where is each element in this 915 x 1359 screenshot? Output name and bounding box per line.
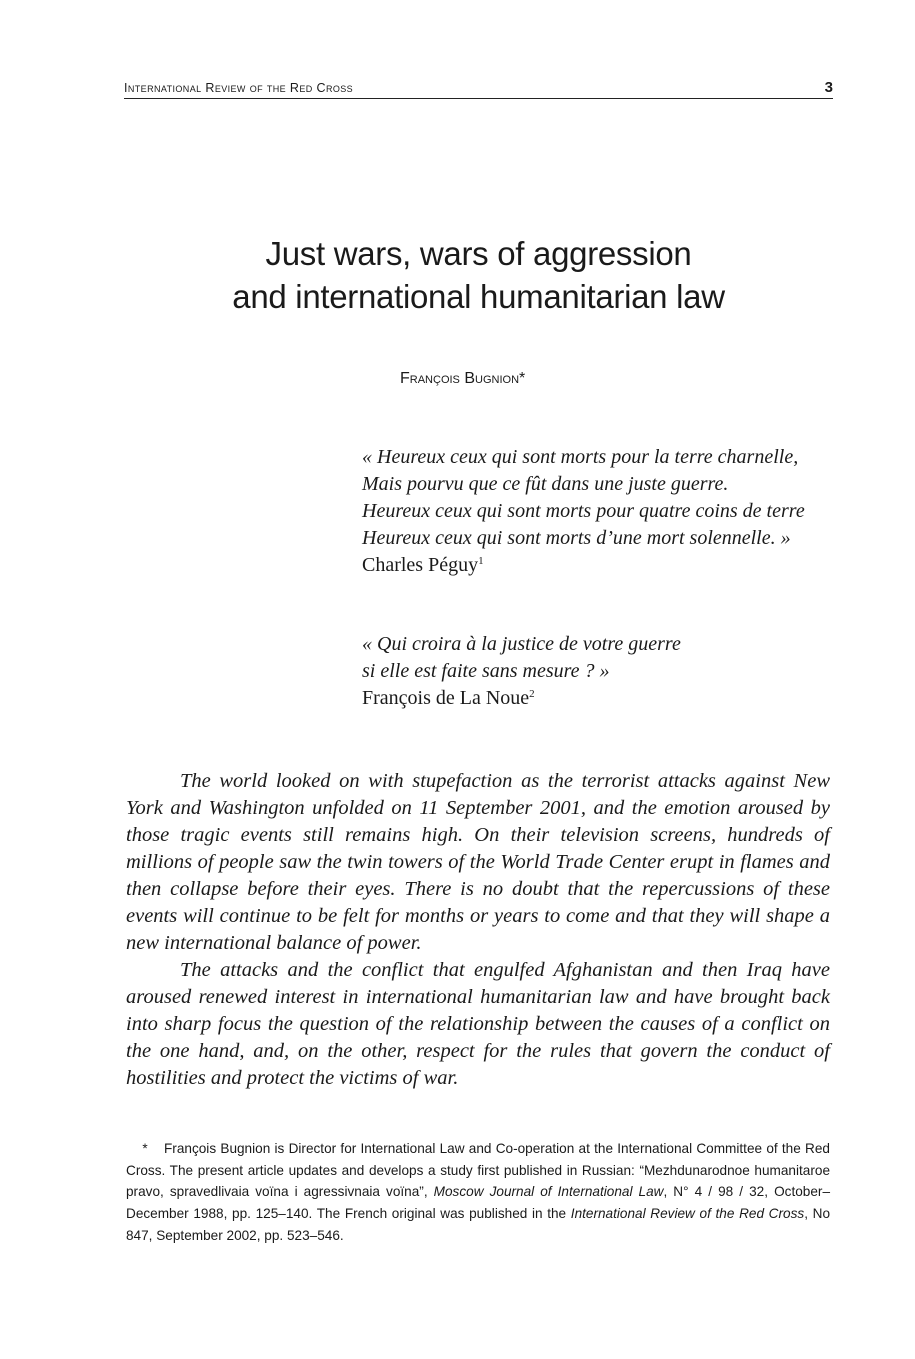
running-head	[124, 80, 833, 99]
page-number: 3	[824, 79, 833, 96]
note-ref-2[interactable]: 2	[529, 688, 535, 700]
author-footnote-mark: *	[519, 370, 526, 387]
footnote-mark: *	[142, 1141, 148, 1156]
journal-name: International Review of the Red Cross	[124, 81, 354, 95]
note-ref-1[interactable]: 1	[478, 555, 484, 567]
epigraph-line: si elle est faite sans mesure ? »	[362, 660, 610, 682]
body-paragraph-1: The world looked on with stupefaction as the terrorist attacks against New York and Washington unfolded on 11 September 2001, and the emotion aroused by those tragic events still remains high. On their television screens, hundreds of millions of people saw the twin towers of the World Trade Center erupt in flames and then collapse before their eyes. There is no doubt that the repercussions of these events will continue to be felt for months or years to come and that they will shape a new international balance of power.	[126, 770, 830, 954]
article-title	[124, 232, 833, 318]
epigraph-la-noue	[362, 631, 842, 712]
footnote-text-part-2: , N° 4 / 98 / 32, October–December 1988, pp. 125–140. The French original was published in the	[126, 1184, 831, 1222]
epigraph-attribution	[362, 552, 842, 579]
article-title-line-1: Just wars, wars of aggression	[265, 235, 692, 272]
epigraph-line: Heureux ceux qui sont morts d’une mort solennelle. »	[362, 527, 791, 549]
body-paragraph-2: The attacks and the conflict that engulfed Afghanistan and then Iraq have aroused renewed interest in international humanitarian law and have brought back into sharp focus the question of the relationship between the causes of a conflict on the one hand, and, on the other, respect for the rules that govern the conduct of hostilities and protect the victims of war.	[126, 959, 830, 1089]
epigraph-peguy	[362, 444, 842, 579]
attribution-name: François de La Noue	[362, 687, 530, 709]
article-title-line-2: and international humanitarian law	[232, 278, 725, 315]
footnote-text-part-3: , No 847, September 2002, pp. 523–546.	[126, 1206, 831, 1243]
epigraph-line: « Heureux ceux qui sont morts pour la terre charnelle,	[362, 446, 799, 468]
epigraph-line: Heureux ceux qui sont morts pour quatre coins de terre	[362, 500, 805, 522]
footnote-author	[126, 1138, 830, 1247]
footnote-review-ref: International Review of the Red Cross	[570, 1206, 805, 1222]
footnote-journal-ref: Moscow Journal of International Law	[433, 1184, 664, 1200]
footnote-text-part-1: François Bugnion is Director for International Law and Co-operation at the International Committee of the Red Cross. The present article updates and develops a study first published in Russian: “Mezhdunarodnoe humanitaroe pravo, spravedlivaia voïna i agressivnaia voïna”,	[126, 1141, 830, 1200]
author-byline	[400, 370, 525, 388]
epigraph-line: Mais pourvu que ce fût dans une juste guerre.	[362, 473, 729, 495]
body-text	[126, 768, 830, 1092]
epigraph-attribution	[362, 685, 842, 712]
author-name: François Bugnion	[400, 370, 520, 387]
epigraph-line: « Qui croira à la justice de votre guerre	[362, 633, 681, 655]
attribution-name: Charles Péguy	[362, 554, 479, 576]
